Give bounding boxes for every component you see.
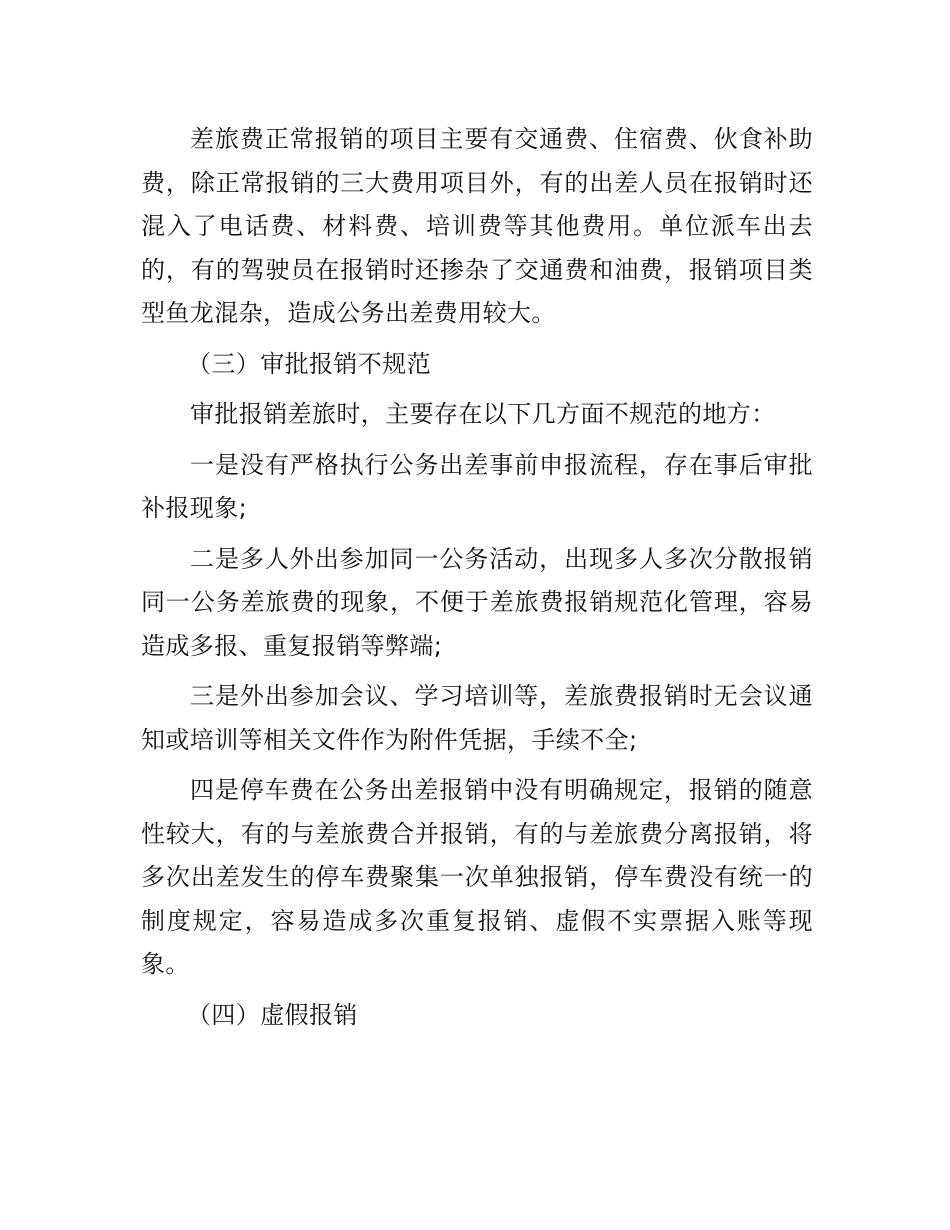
- section-heading-approval: （三）审批报销不规范: [187, 349, 431, 378]
- paragraph-point-three: 三是外出参加会议、学习培训等，差旅费报销时无会议通知或培训等相关文件作为附件凭据，手续不全;: [141, 682, 813, 754]
- paragraph-travel-expense-items: 差旅费正常报销的项目主要有交通费、住宿费、伙食补助费，除正常报销的三大费用项目外，有的出差人员在报销时还混入了电话费、材料费、培训费等其他费用。单位派车出去的，有的驾驶员在报销时还掺杂了交通费和油费，报销项目类型鱼龙混杂，造成公务出差费用较大。: [141, 125, 813, 327]
- section-heading-false-claims: （四）虚假报销: [187, 1000, 358, 1029]
- paragraph-point-one: 一是没有严格执行公务出差事前申报流程，存在事后审批补报现象;: [141, 450, 813, 522]
- document-body: [141, 118, 813, 1044]
- paragraph-approval-intro: 审批报销差旅时，主要存在以下几方面不规范的地方：: [190, 400, 776, 428]
- paragraph-point-two: 二是多人外出参加同一公务活动，出现多人多次分散报销同一公务差旅费的现象，不便于差旅费报销规范化管理，容易造成多报、重复报销等弊端;: [141, 544, 813, 660]
- paragraph-point-four: 四是停车费在公务出差报销中没有明确规定，报销的随意性较大，有的与差旅费合并报销，有的与差旅费分离报销，将多次出差发生的停车费聚集一次单独报销，停车费没有统一的制度规定，容易造成多次重复报销、虚假不实票据入账等现象。: [141, 776, 813, 978]
